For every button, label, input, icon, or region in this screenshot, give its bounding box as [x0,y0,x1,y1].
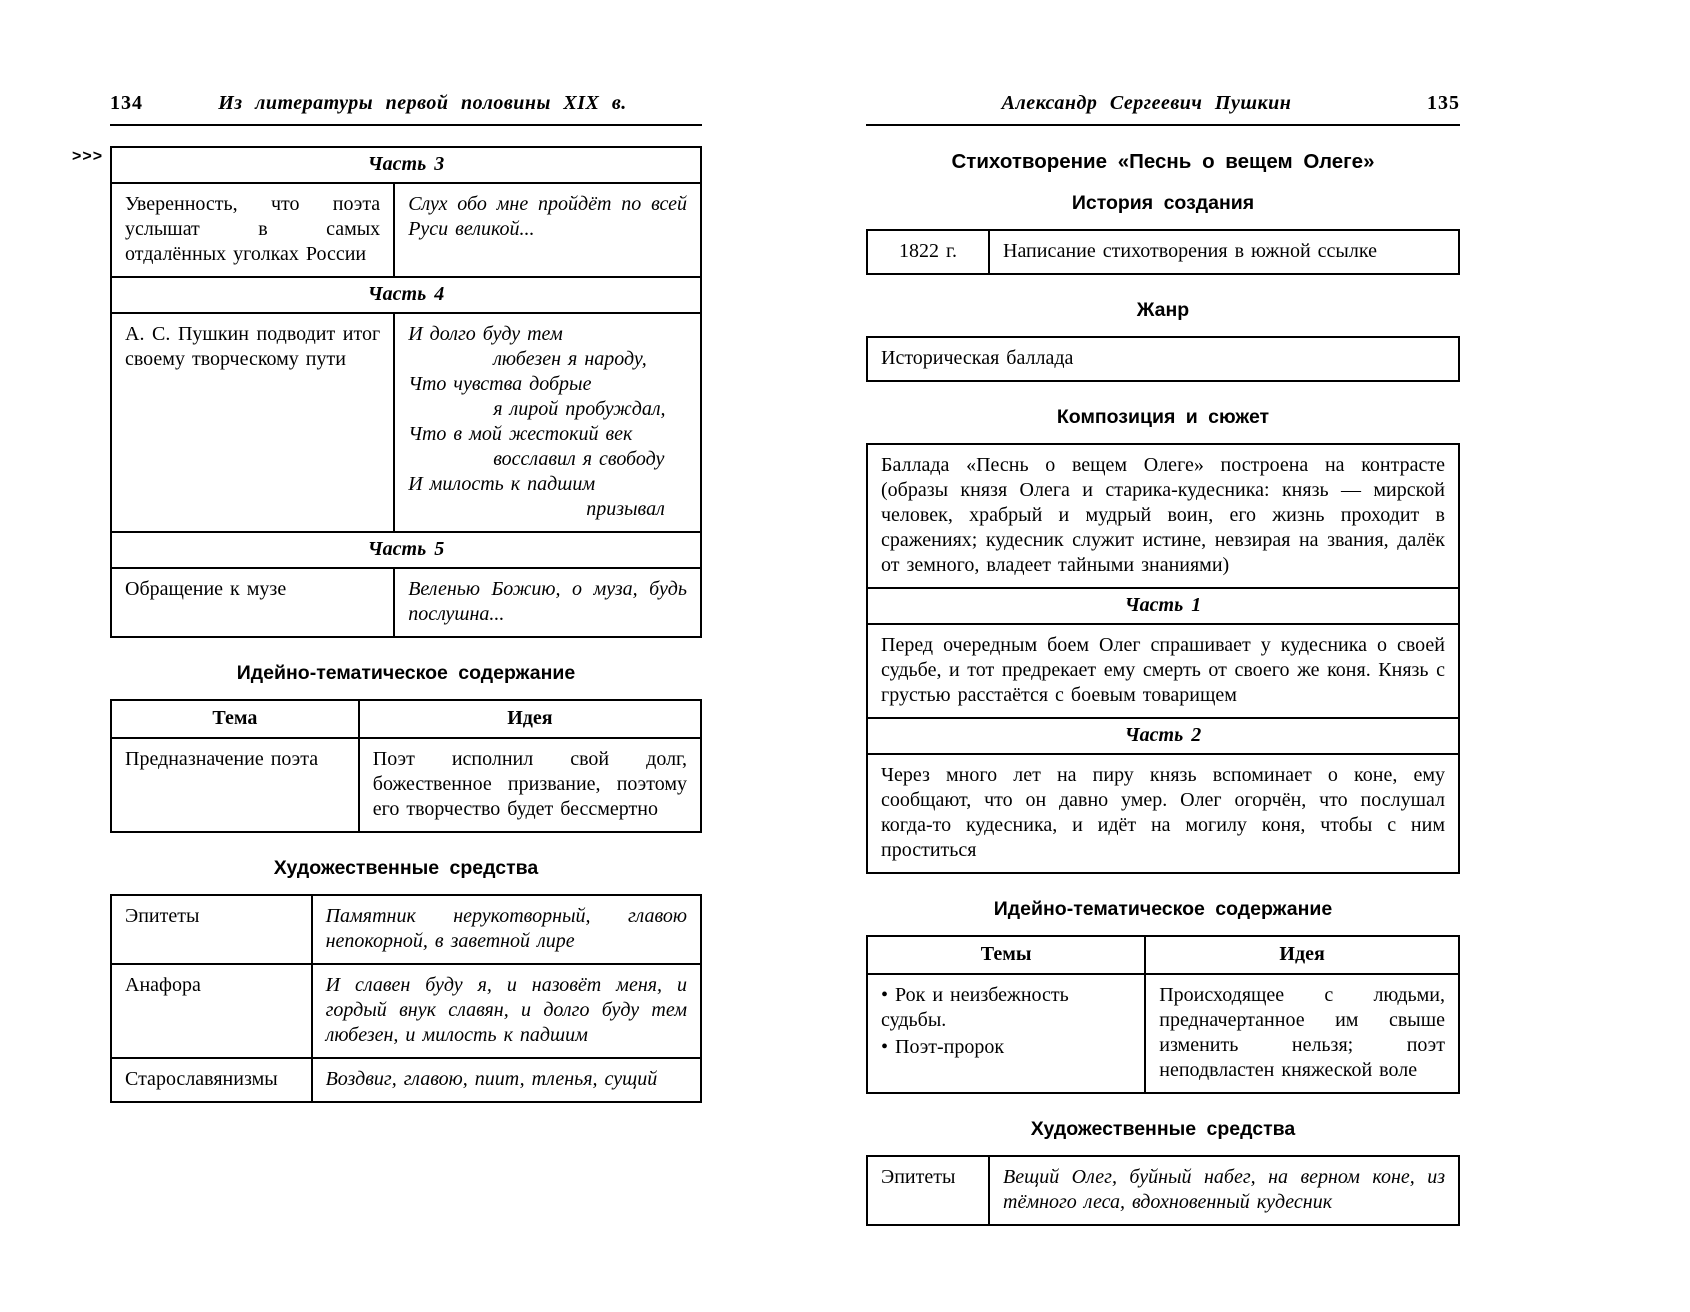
art-heading-left: Художественные средства [273,857,539,879]
composition-intro: Баллада «Песнь о вещем Олеге» построена на контрасте (образы князя Олега и старика-кудесника: князь — мирской человек, храбрый и мудрый воин, его жизнь проходит в сражениях; кудесник служит истине, невзирая на звания, далёк от земного, владеет тайными знаниями) [867,444,1459,588]
art-examples: Вещий Олег, буйный набег, на верном коне, из тёмного леса, вдохновенный кудесник [989,1156,1459,1225]
theme-bullet-item: • Поэт-пророк [881,1036,1005,1058]
part4-quote [394,313,701,532]
part3-quote: Слух обо мне пройдёт по всей Руси великой... [394,183,701,277]
part4-title: Часть 4 [111,277,701,313]
history-heading: История создания [1071,192,1255,214]
part3-header-row [111,147,701,183]
part3-summary: Уверенность, что поэта услышат в самых отдалённых уголках России [111,183,394,277]
ideas-header-row [111,700,701,738]
part3-row [111,183,701,277]
composition-heading: Композиция и сюжет [1056,406,1270,428]
art-row [111,895,701,964]
part5-title: Часть 5 [111,532,701,568]
art-examples: Воздвиг, главою, пиит, тленья, сущий [312,1058,701,1102]
history-row [867,230,1459,274]
page-left [72,92,702,1103]
art-examples: И славен буду я, и назовёт меня, и гордый внук славян, и долго буду тем любезен, и милость к падшим [312,964,701,1058]
art-examples: Памятник нерукотворный, главою непокорной, в заветной лире [312,895,701,964]
part5-row [111,568,701,637]
theme-bullet-item: • Рок и неизбежность судьбы. [881,984,1069,1031]
poem-line: Что чувства добрые [408,373,592,395]
themes-cell [867,974,1145,1093]
part4-row [111,313,701,532]
running-head-right [866,92,1460,126]
part2-header-row [867,718,1459,754]
poem-line: восславил я свободу [493,448,665,470]
part2-title: Часть 2 [867,718,1459,754]
history-text: Написание стихотворения в южной ссылке [989,230,1459,274]
ideas-heading-left: Идейно-тематическое содержание [236,662,576,684]
page-number-left: 134 [110,92,143,114]
genre-text: Историческая баллада [867,337,1459,381]
art-table-left [110,894,702,1103]
art-row [111,964,701,1058]
art-term: Эпитеты [867,1156,989,1225]
part1-row [867,624,1459,718]
parts-table [110,146,702,638]
part4-header-row [111,277,701,313]
ideas-col-themes: Темы [867,936,1145,974]
part3-title: Часть 3 [111,147,701,183]
running-head-title-left: Из литературы первой половины XIX в. [218,92,627,114]
art-term: Старославянизмы [111,1058,312,1102]
poem-title: Стихотворение «Песнь о вещем Олеге» [951,150,1375,173]
part5-quote: Веленью Божию, о муза, будь послушна... [394,568,701,637]
composition-table [866,443,1460,874]
part5-header-row [111,532,701,568]
poem-line: И долго буду тем [408,323,563,345]
page-right [866,92,1460,1226]
genre-heading: Жанр [1136,299,1190,321]
history-table [866,229,1460,275]
theme-cell: Предназначение поэта [111,738,359,832]
poem-line: любезен я народу, [493,348,647,370]
running-head-title-right: Александр Сергеевич Пушкин [1001,92,1292,114]
part2-row [867,754,1459,873]
part4-summary: А. С. Пушкин подводит итог своему творческому пути [111,313,394,532]
genre-row [867,337,1459,381]
running-head-left [110,92,702,126]
idea-cell: Поэт исполнил свой долг, божественное призвание, поэтому его творчество будет бессмертно [359,738,701,832]
poem-line: призывал [586,498,665,520]
art-table-right [866,1155,1460,1226]
composition-intro-row [867,444,1459,588]
part1-header-row [867,588,1459,624]
art-term: Эпитеты [111,895,312,964]
page-number-right: 135 [1427,92,1460,114]
margin-marker: >>> [72,148,104,165]
ideas-col-theme: Тема [111,700,359,738]
part2-text: Через много лет на пиру князь вспоминает о коне, ему сообщают, что он давно умер. Олег огорчён, что послушал когда-то кудесника, и идёт на могилу коня, чтобы с ним проститься [867,754,1459,873]
poem-line: И милость к падшим [408,473,596,495]
genre-table [866,336,1460,382]
ideas-header-row [867,936,1459,974]
ideas-heading-right: Идейно-тематическое содержание [993,898,1333,920]
history-year: 1822 г. [867,230,989,274]
ideas-col-idea: Идея [1145,936,1459,974]
art-heading-right: Художественные средства [1030,1118,1296,1140]
ideas-table-right [866,935,1460,1094]
ideas-row [867,974,1459,1093]
art-row [111,1058,701,1102]
part1-title: Часть 1 [867,588,1459,624]
poem-line: я лирой пробуждал, [493,398,666,420]
ideas-col-idea: Идея [359,700,701,738]
ideas-table-left [110,699,702,833]
art-row [867,1156,1459,1225]
idea-cell: Происходящее с людьми, предначертанное им свыше изменить нельзя; поэт неподвластен княжеской воле [1145,974,1459,1093]
ideas-row [111,738,701,832]
part5-summary: Обращение к музе [111,568,394,637]
art-term: Анафора [111,964,312,1058]
poem-line: Что в мой жестокий век [408,423,633,445]
part1-text: Перед очередным боем Олег спрашивает у кудесника о своей судьбе, и тот предрекает ему смерть от своего же коня. Князь с грустью расстаётся с боевым товарищем [867,624,1459,718]
